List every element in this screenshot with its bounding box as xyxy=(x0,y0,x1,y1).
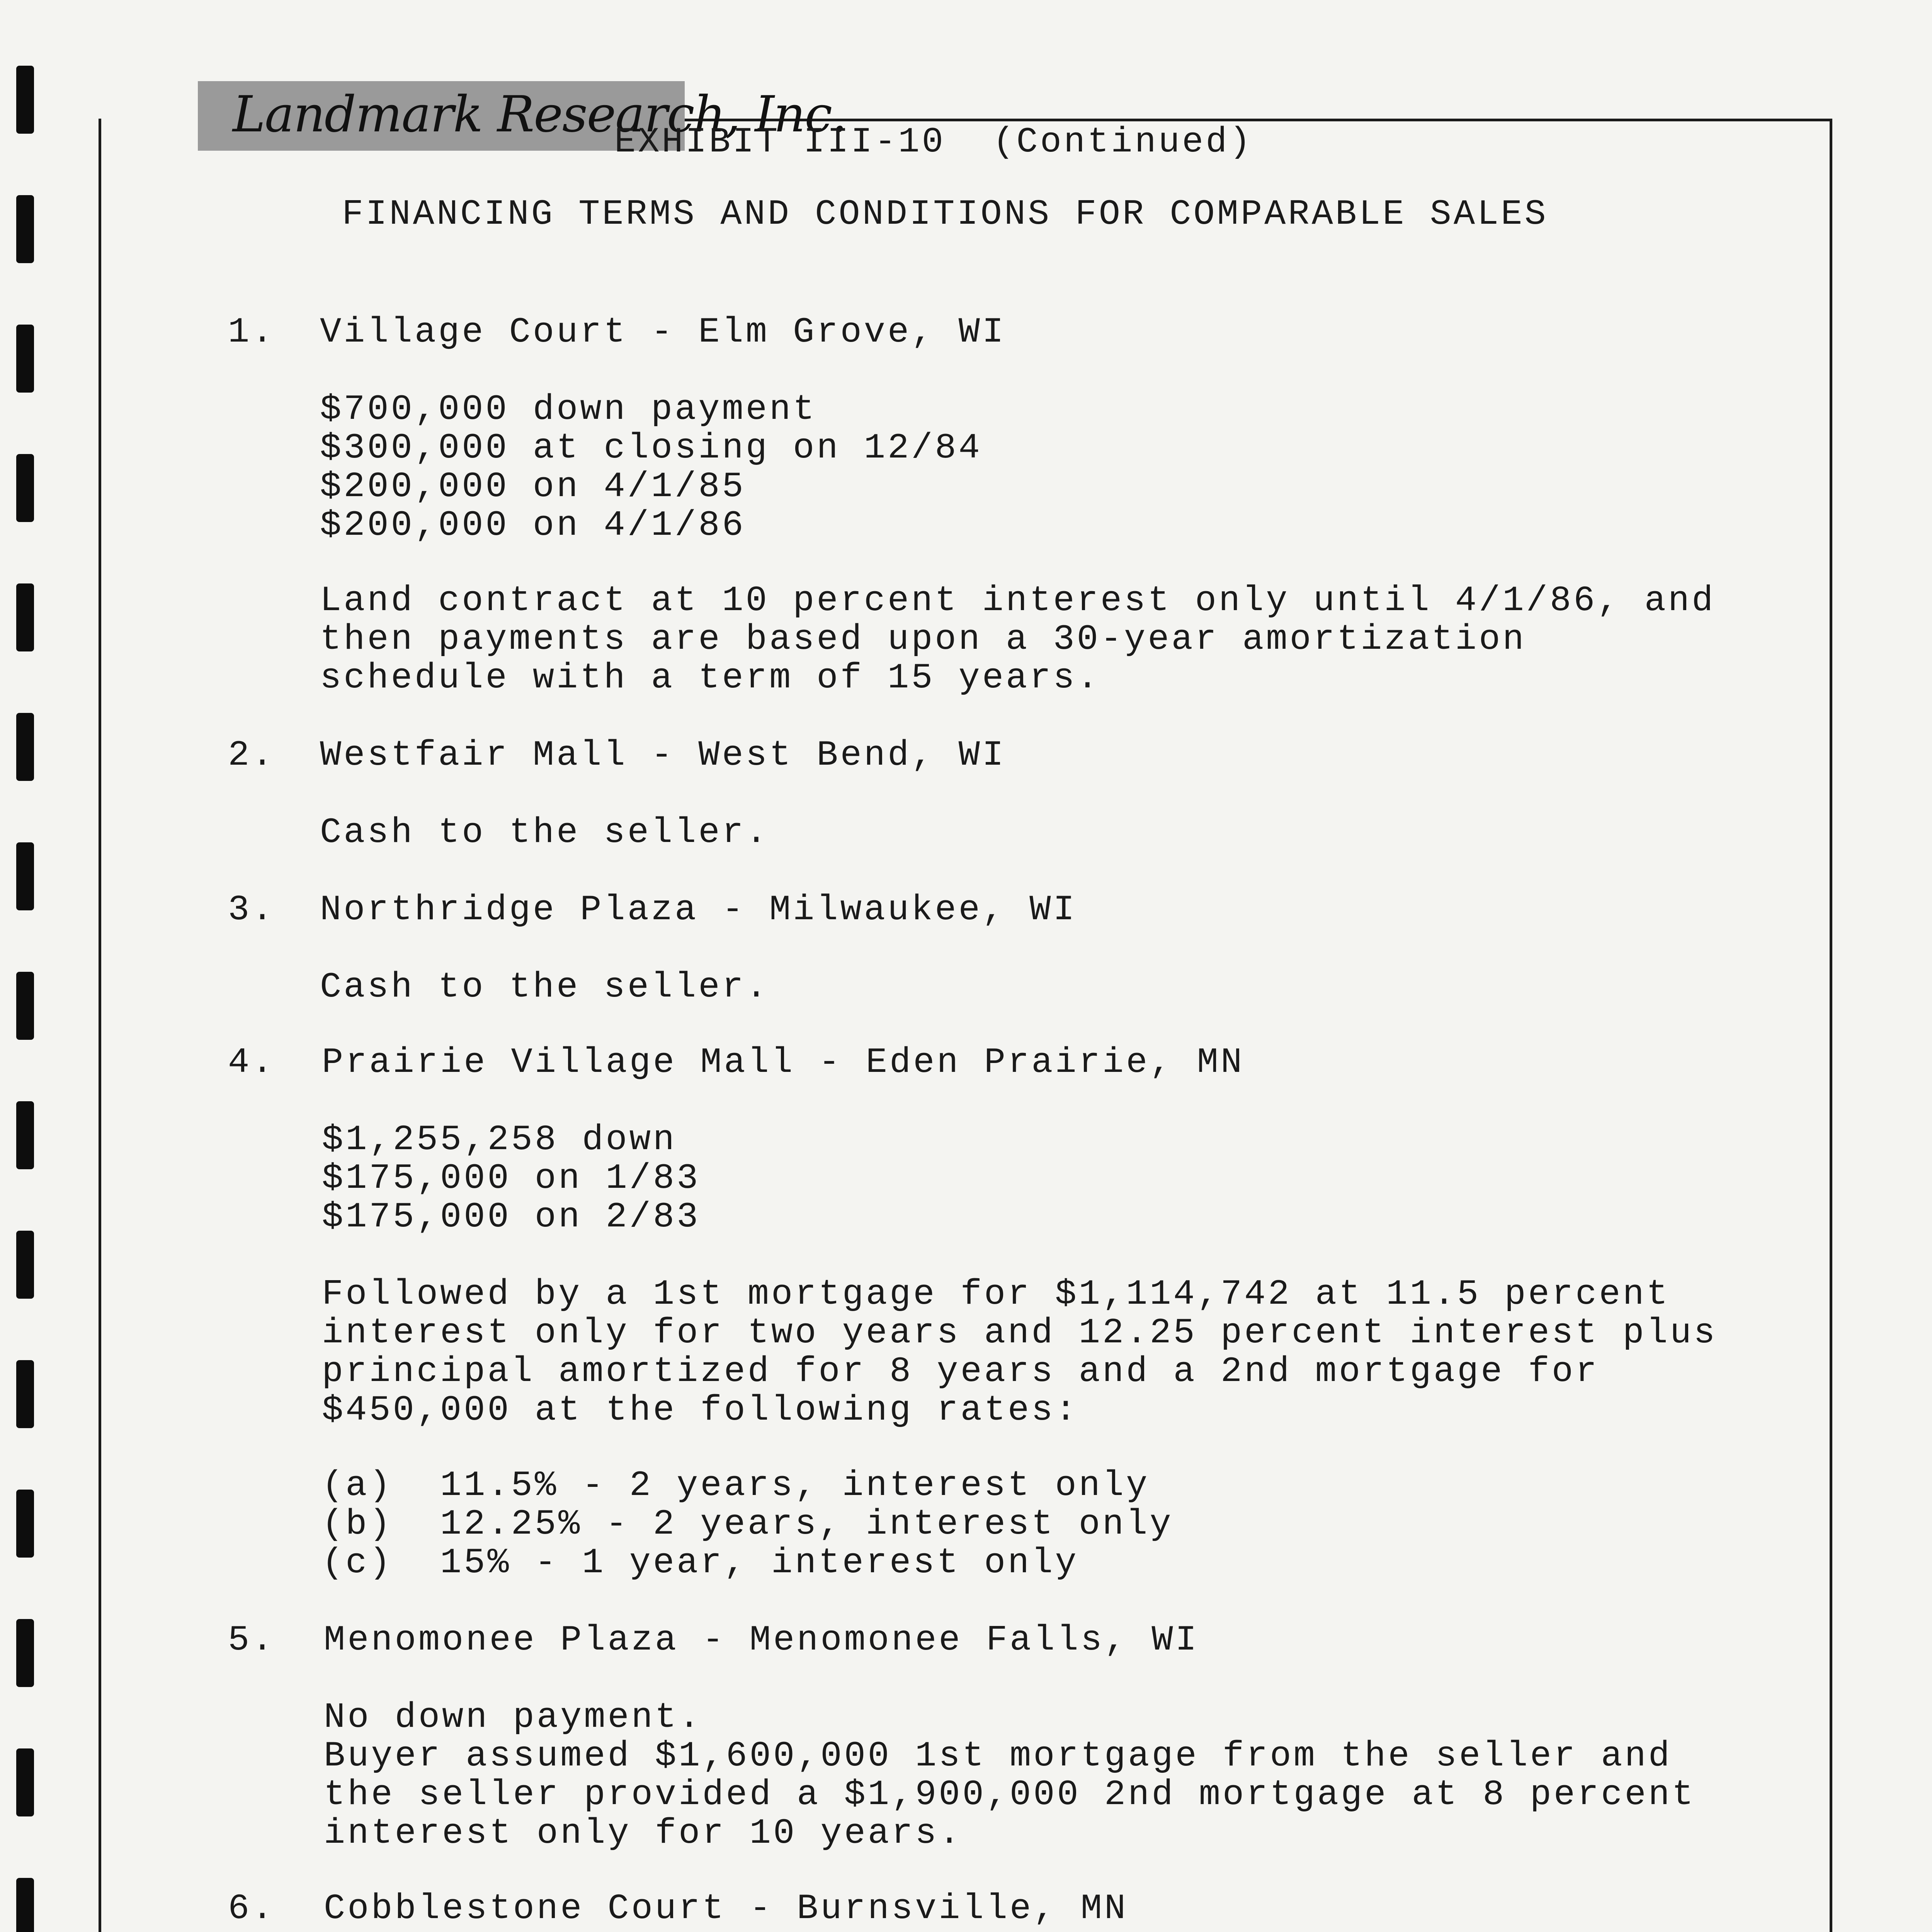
sale-number: 1. xyxy=(228,312,276,352)
sale-line: Followed by a 1st mortgage for $1,114,742 at 11.5 percent xyxy=(322,1274,1670,1315)
sale-number: 6. xyxy=(228,1888,276,1929)
binder-hole xyxy=(16,972,34,1040)
binder-hole xyxy=(16,842,34,910)
rate-item: (c) 15% - 1 year, interest only xyxy=(322,1543,1079,1583)
sale-line: interest only for 10 years. xyxy=(324,1813,963,1854)
page-title: FINANCING TERMS AND CONDITIONS FOR COMPARABLE SALES xyxy=(342,194,1548,235)
sale-line: Land contract at 10 percent interest only until 4/1/86, and xyxy=(320,580,1716,621)
sale-heading: Prairie Village Mall - Eden Prairie, MN xyxy=(322,1042,1245,1083)
sale-line: Cash to the seller. xyxy=(320,812,769,853)
binder-hole xyxy=(16,1748,34,1816)
sale-line: Buyer assumed $1,600,000 1st mortgage from the seller and xyxy=(324,1736,1672,1776)
sale-heading: Village Court - Elm Grove, WI xyxy=(320,312,1006,352)
binder-hole xyxy=(16,454,34,522)
binder-hole xyxy=(16,1101,34,1169)
sale-line: then payments are based upon a 30-year amortization xyxy=(320,619,1526,660)
sale-line: interest only for two years and 12.25 percent interest plus xyxy=(322,1313,1718,1353)
binder-hole xyxy=(16,195,34,263)
rate-item: (b) 12.25% - 2 years, interest only xyxy=(322,1504,1173,1544)
sale-line: the seller provided a $1,900,000 2nd mortgage at 8 percent xyxy=(324,1774,1696,1815)
sale-line: principal amortized for 8 years and a 2nd mortgage for xyxy=(322,1351,1599,1392)
rate-item: (a) 11.5% - 2 years, interest only xyxy=(322,1465,1150,1506)
binder-hole xyxy=(16,1360,34,1428)
sale-heading: Menomonee Plaza - Menomonee Falls, WI xyxy=(324,1620,1199,1660)
sale-line: $200,000 on 4/1/85 xyxy=(320,466,746,507)
sale-heading: Westfair Mall - West Bend, WI xyxy=(320,735,1006,776)
sale-number: 3. xyxy=(228,889,276,930)
sale-line: $700,000 down payment xyxy=(320,389,817,430)
sale-line: schedule with a term of 15 years. xyxy=(320,658,1100,698)
sale-line: No down payment. xyxy=(324,1697,702,1738)
binder-hole xyxy=(16,1490,34,1558)
binder-hole xyxy=(16,66,34,134)
sale-line: $450,000 at the following rates: xyxy=(322,1390,1079,1430)
binder-hole xyxy=(16,325,34,393)
sale-heading: Cobblestone Court - Burnsville, MN xyxy=(324,1888,1128,1929)
sale-number: 4. xyxy=(228,1042,276,1083)
sale-heading: Northridge Plaza - Milwaukee, WI xyxy=(320,889,1077,930)
sale-line: $1,255,258 down xyxy=(322,1119,677,1160)
sale-number: 5. xyxy=(228,1620,276,1660)
sale-line: Cash to the seller. xyxy=(320,967,769,1007)
sale-line: $300,000 at closing on 12/84 xyxy=(320,428,982,468)
sale-line: $175,000 on 2/83 xyxy=(322,1197,701,1237)
binder-hole xyxy=(16,1619,34,1687)
logo-text: Landmark Research, Inc. xyxy=(233,86,847,143)
binder-hole xyxy=(16,713,34,781)
company-logo xyxy=(198,81,847,151)
sale-number: 2. xyxy=(228,735,276,776)
binder-hole xyxy=(16,1878,34,1932)
sale-line: $200,000 on 4/1/86 xyxy=(320,505,746,546)
exhibit-heading: EXHIBIT III-10 (Continued) xyxy=(614,122,1253,162)
sale-line: $175,000 on 1/83 xyxy=(322,1158,701,1199)
binder-hole xyxy=(16,1231,34,1299)
binder-hole xyxy=(16,583,34,651)
